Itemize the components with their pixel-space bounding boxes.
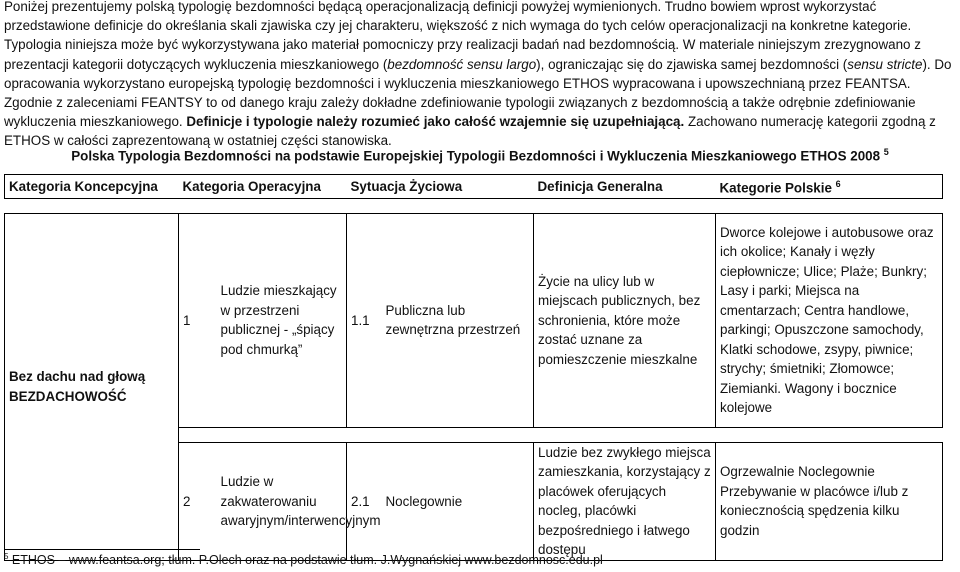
situation-label: Noclegownie [382,442,534,560]
situation-number: 2.1 [347,442,382,560]
footnote-number: 5 [4,552,9,561]
polish-categories: Ogrzewalnie Noclegownie Przebywanie w placówce i/lub z koniecznością spędzenia kilku godzin [716,442,943,560]
intro-italic-largo: bezdomność sensu largo [387,56,537,72]
general-definition: Ludzie bez zwykłego miejsca zamieszkania, korzystający z placówek oferujących nocleg, placówki bezpośredniego i łatwego dostępu [534,442,716,560]
intro-paragraph [4,0,956,151]
intro-italic-stricte: sensu stricte [847,56,923,72]
footnote [4,552,603,567]
table-title [0,147,960,163]
spacer-row [5,198,943,213]
intro-text-3: ). Do opracowania wykorzystano europejską typologię bezdomności i wykluczenia mieszkaniowego ETHOS wypracowana i upowszechnianą przez FEANTSA. Zgodnie z zaleceniami FEANTSY to od danego kraju zależy dokładne zdefiniowanie typologii związanych z bezdomnością a także odrębnie zdefiniowanie wykluczenia mieszkaniowego. [4,56,952,130]
situation-label: Publiczna lub zewnętrzna przestrzeń [382,213,534,427]
typology-table [4,174,943,561]
op-label: Ludzie mieszkający w przestrzeni publicznej - „śpiący pod chmurką” [217,213,347,427]
table-title-footnote-ref: 5 [883,147,889,157]
header-footnote-ref: 6 [835,179,841,189]
header-row [5,175,943,199]
footnote-text: ETHOS – www.feantsa.org; tłum. P.Olech oraz na podstawie tłum. J.Wygnańskiej www.bezdomnosc.edu.pl [8,553,603,568]
op-number: 2 [179,442,217,560]
header-kategorie-polskie-label: Kategorie Polskie [719,180,832,196]
header-kategorie-polskie [716,175,943,199]
general-definition: Życie na ulicy lub w miejscach publicznych, bez schronienia, które może zostać uznane za pomieszczenie mieszkalne [534,213,716,427]
situation-number: 1.1 [347,213,382,427]
op-label: Ludzie w zakwaterowaniu awaryjnym/interwencyjnym [217,442,347,560]
header-definicja-generalna: Definicja Generalna [534,175,716,199]
footnote-divider [4,549,200,550]
polish-categories: Dworce kolejowe i autobusowe oraz ich okolice; Kanały i węzły ciepłownicze; Ulice; Plaże; Bunkry; Lasy i parki; Miejsca na cmentarzach; Centra handlowe, parkingi; Opuszczone samochody, Klatki schodowe, zsypy, piwnice; strychy; śmietniki; Złomowce; Ziemianki. Wagony i bocznice kolejowe [716,213,943,427]
intro-text-1: Poniżej prezentujemy polską typologię bezdomności będącą operacjonalizacją definicji powyżej wymienionych. Trudno bowiem wprost wykorzystać przedstawione definicje do określania skali zjawiska czy jej charakteru, większość z nich wymaga do tych celów operacjonalizacji na konkretne kategorie. Typologia niniejsza może być wykorzystywana jako materiał pomocniczy przy realizacji badań nad bezdomnością. W materiale niniejszym zrezygnowano z prezentacji kategorii dotyczących wykluczenia mieszkaniowego ( [4,0,921,72]
intro-text-2: ), ograniczając się do zjawiska samej bezdomności ( [536,56,848,72]
table-title-text: Polska Typologia Bezdomności na podstawie Europejskiej Typologii Bezdomności i Wykluczenia Mieszkaniowego ETHOS 2008 [71,148,881,164]
header-kategoria-koncepcyjna: Kategoria Koncepcyjna [5,175,179,199]
concept-label: Bez dachu nad głową [9,369,146,385]
op-number: 1 [179,213,217,427]
table-row [5,213,943,427]
intro-bold-statement: Definicje i typologie należy rozumieć jako całość wzajemnie się uzupełniającą. [186,114,685,130]
header-sytuacja-zyciowa: Sytuacja Życiowa [347,175,534,199]
header-kategoria-operacyjna: Kategoria Operacyjna [179,175,347,199]
intro-text-4: Zachowano numerację kategorii zgodną z ETHOS w całości zaprezentowaną w ostatniej części stanowiska. [4,114,936,149]
concept-cell [5,213,179,560]
concept-category: BEZDACHOWOŚĆ [9,388,127,404]
